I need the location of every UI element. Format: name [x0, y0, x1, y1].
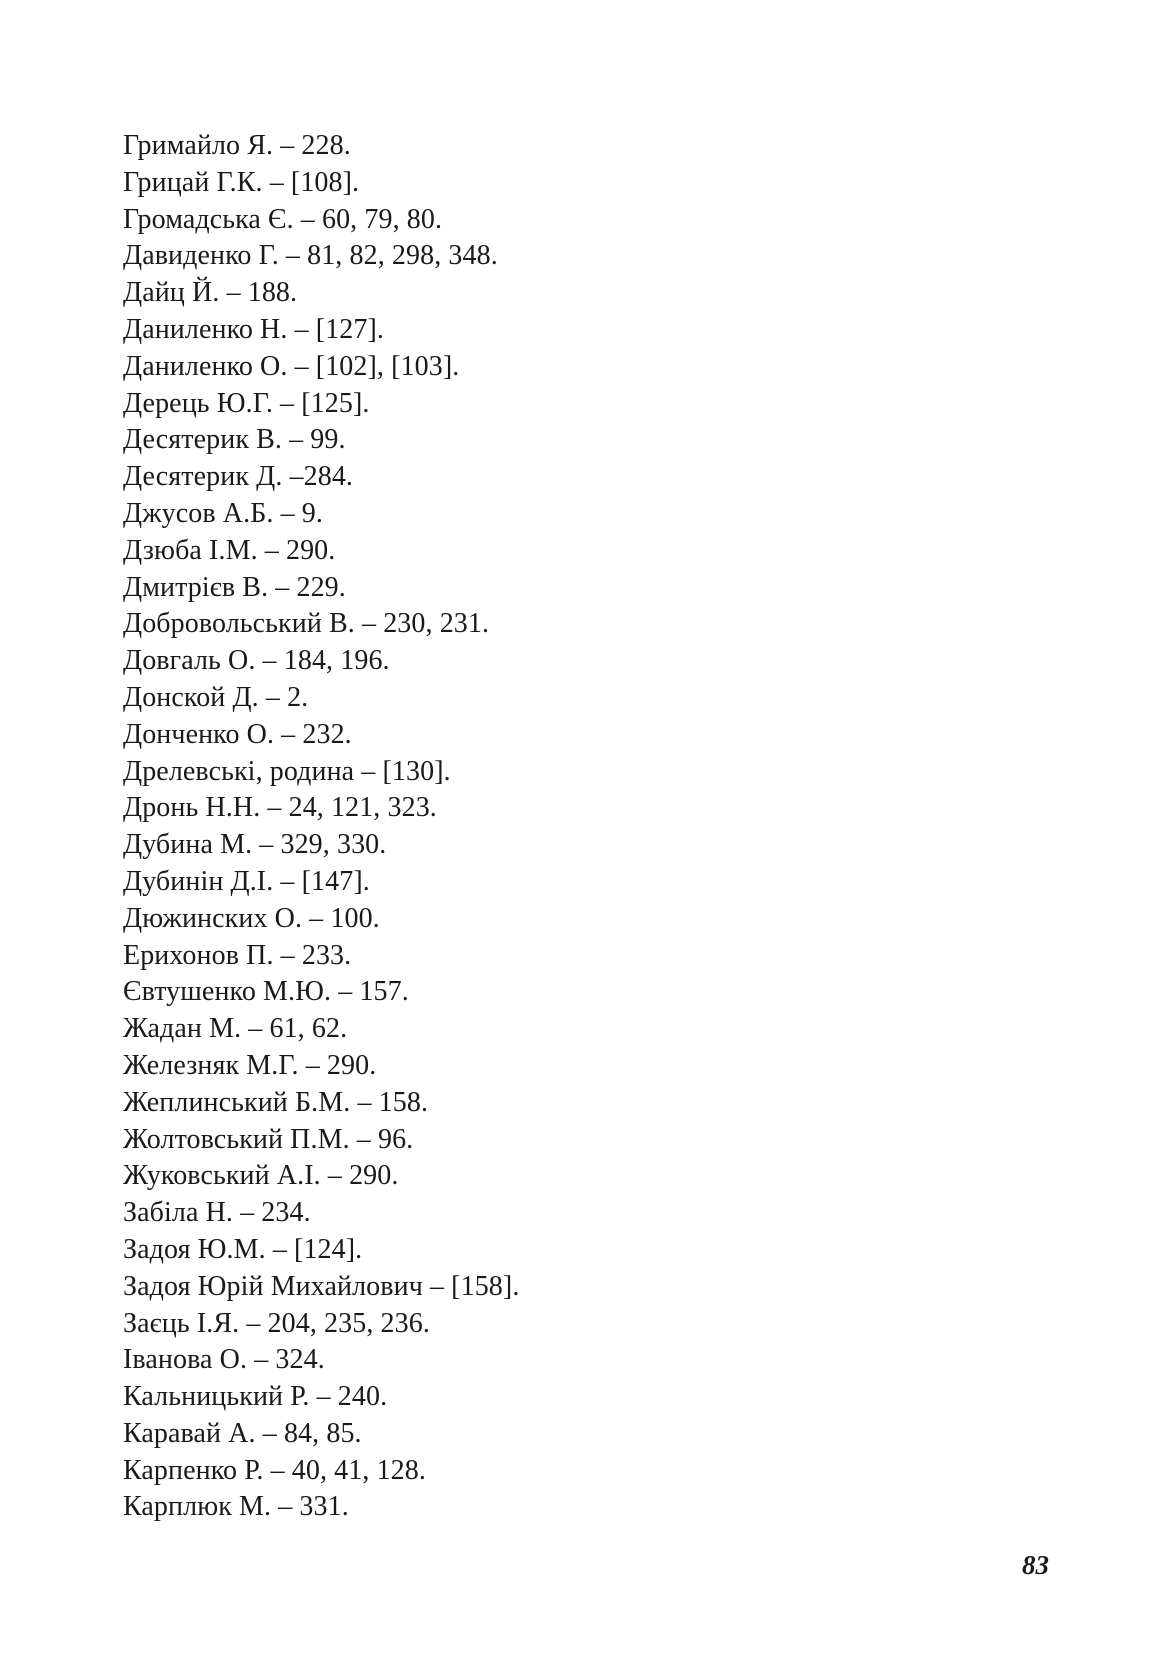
index-entry: Ерихонов П. – 233.: [123, 939, 352, 971]
index-entry: Дайц Й. – 188.: [123, 277, 298, 309]
index-entry: Задоя Ю.М. – [124].: [123, 1233, 363, 1265]
page-number: 83: [1022, 1550, 1049, 1580]
index-entry: Довгаль О. – 184, 196.: [123, 645, 390, 677]
index-entry: Гримайло Я. – 228.: [123, 130, 351, 161]
name-index-list: [123, 128, 1023, 1526]
index-entry: Дубина М. – 329, 330.: [123, 829, 387, 861]
index-entry: Донченко О. – 232.: [123, 718, 352, 750]
index-entry: Даниленко Н. – [127].: [123, 313, 385, 345]
index-entry: Карплюк М. – 331.: [123, 1491, 349, 1523]
index-entry: Забіла Н. – 234.: [123, 1197, 311, 1229]
index-entry: Десятерик В. – 99.: [123, 424, 346, 456]
index-entry: Євтушенко М.Ю. – 157.: [123, 976, 409, 1008]
index-entry: Каравай А. – 84, 85.: [123, 1417, 362, 1449]
index-entry: Донской Д. – 2.: [123, 681, 309, 713]
index-entry: Жеплинський Б.М. – 158.: [123, 1086, 429, 1118]
index-entry: Дронь Н.Н. – 24, 121, 323.: [123, 792, 437, 824]
index-entry: Грицай Г.К. – [108].: [123, 166, 360, 198]
index-entry: Жуковський А.І. – 290.: [123, 1160, 399, 1192]
index-entry: Даниленко О. – [102], [103].: [123, 350, 460, 382]
index-entry: Десятерик Д. –284.: [123, 461, 354, 493]
index-entry: Іванова О. – 324.: [123, 1344, 325, 1376]
index-entry: Кальницький Р. – 240.: [123, 1381, 388, 1413]
index-entry: Жолтовський П.М. – 96.: [123, 1123, 414, 1155]
index-entry: Задоя Юрій Михайлович – [158].: [123, 1270, 520, 1302]
index-entry: Громадська Є. – 60, 79, 80.: [123, 203, 443, 235]
index-entry: Жадан М. – 61, 62.: [123, 1013, 348, 1045]
index-entry: Дюжинских О. – 100.: [123, 902, 380, 934]
index-entry: Добровольський В. – 230, 231.: [123, 608, 490, 640]
index-entry: Дмитрієв В. – 229.: [123, 571, 346, 603]
index-entry: Дубинін Д.І. – [147].: [123, 865, 370, 897]
index-entry: Давиденко Г. – 81, 82, 298, 348.: [123, 240, 498, 272]
index-entry: Дерець Ю.Г. – [125].: [123, 387, 370, 419]
index-entry: Карпенко Р. – 40, 41, 128.: [123, 1454, 426, 1486]
index-entry: Дрелевські, родина – [130].: [123, 755, 451, 787]
index-entry: Джусов А.Б. – 9.: [123, 497, 323, 529]
index-entry: Дзюба І.М. – 290.: [123, 534, 336, 566]
index-entry: Заєць І.Я. – 204, 235, 236.: [123, 1307, 430, 1339]
index-entry: Железняк М.Г. – 290.: [123, 1049, 377, 1081]
